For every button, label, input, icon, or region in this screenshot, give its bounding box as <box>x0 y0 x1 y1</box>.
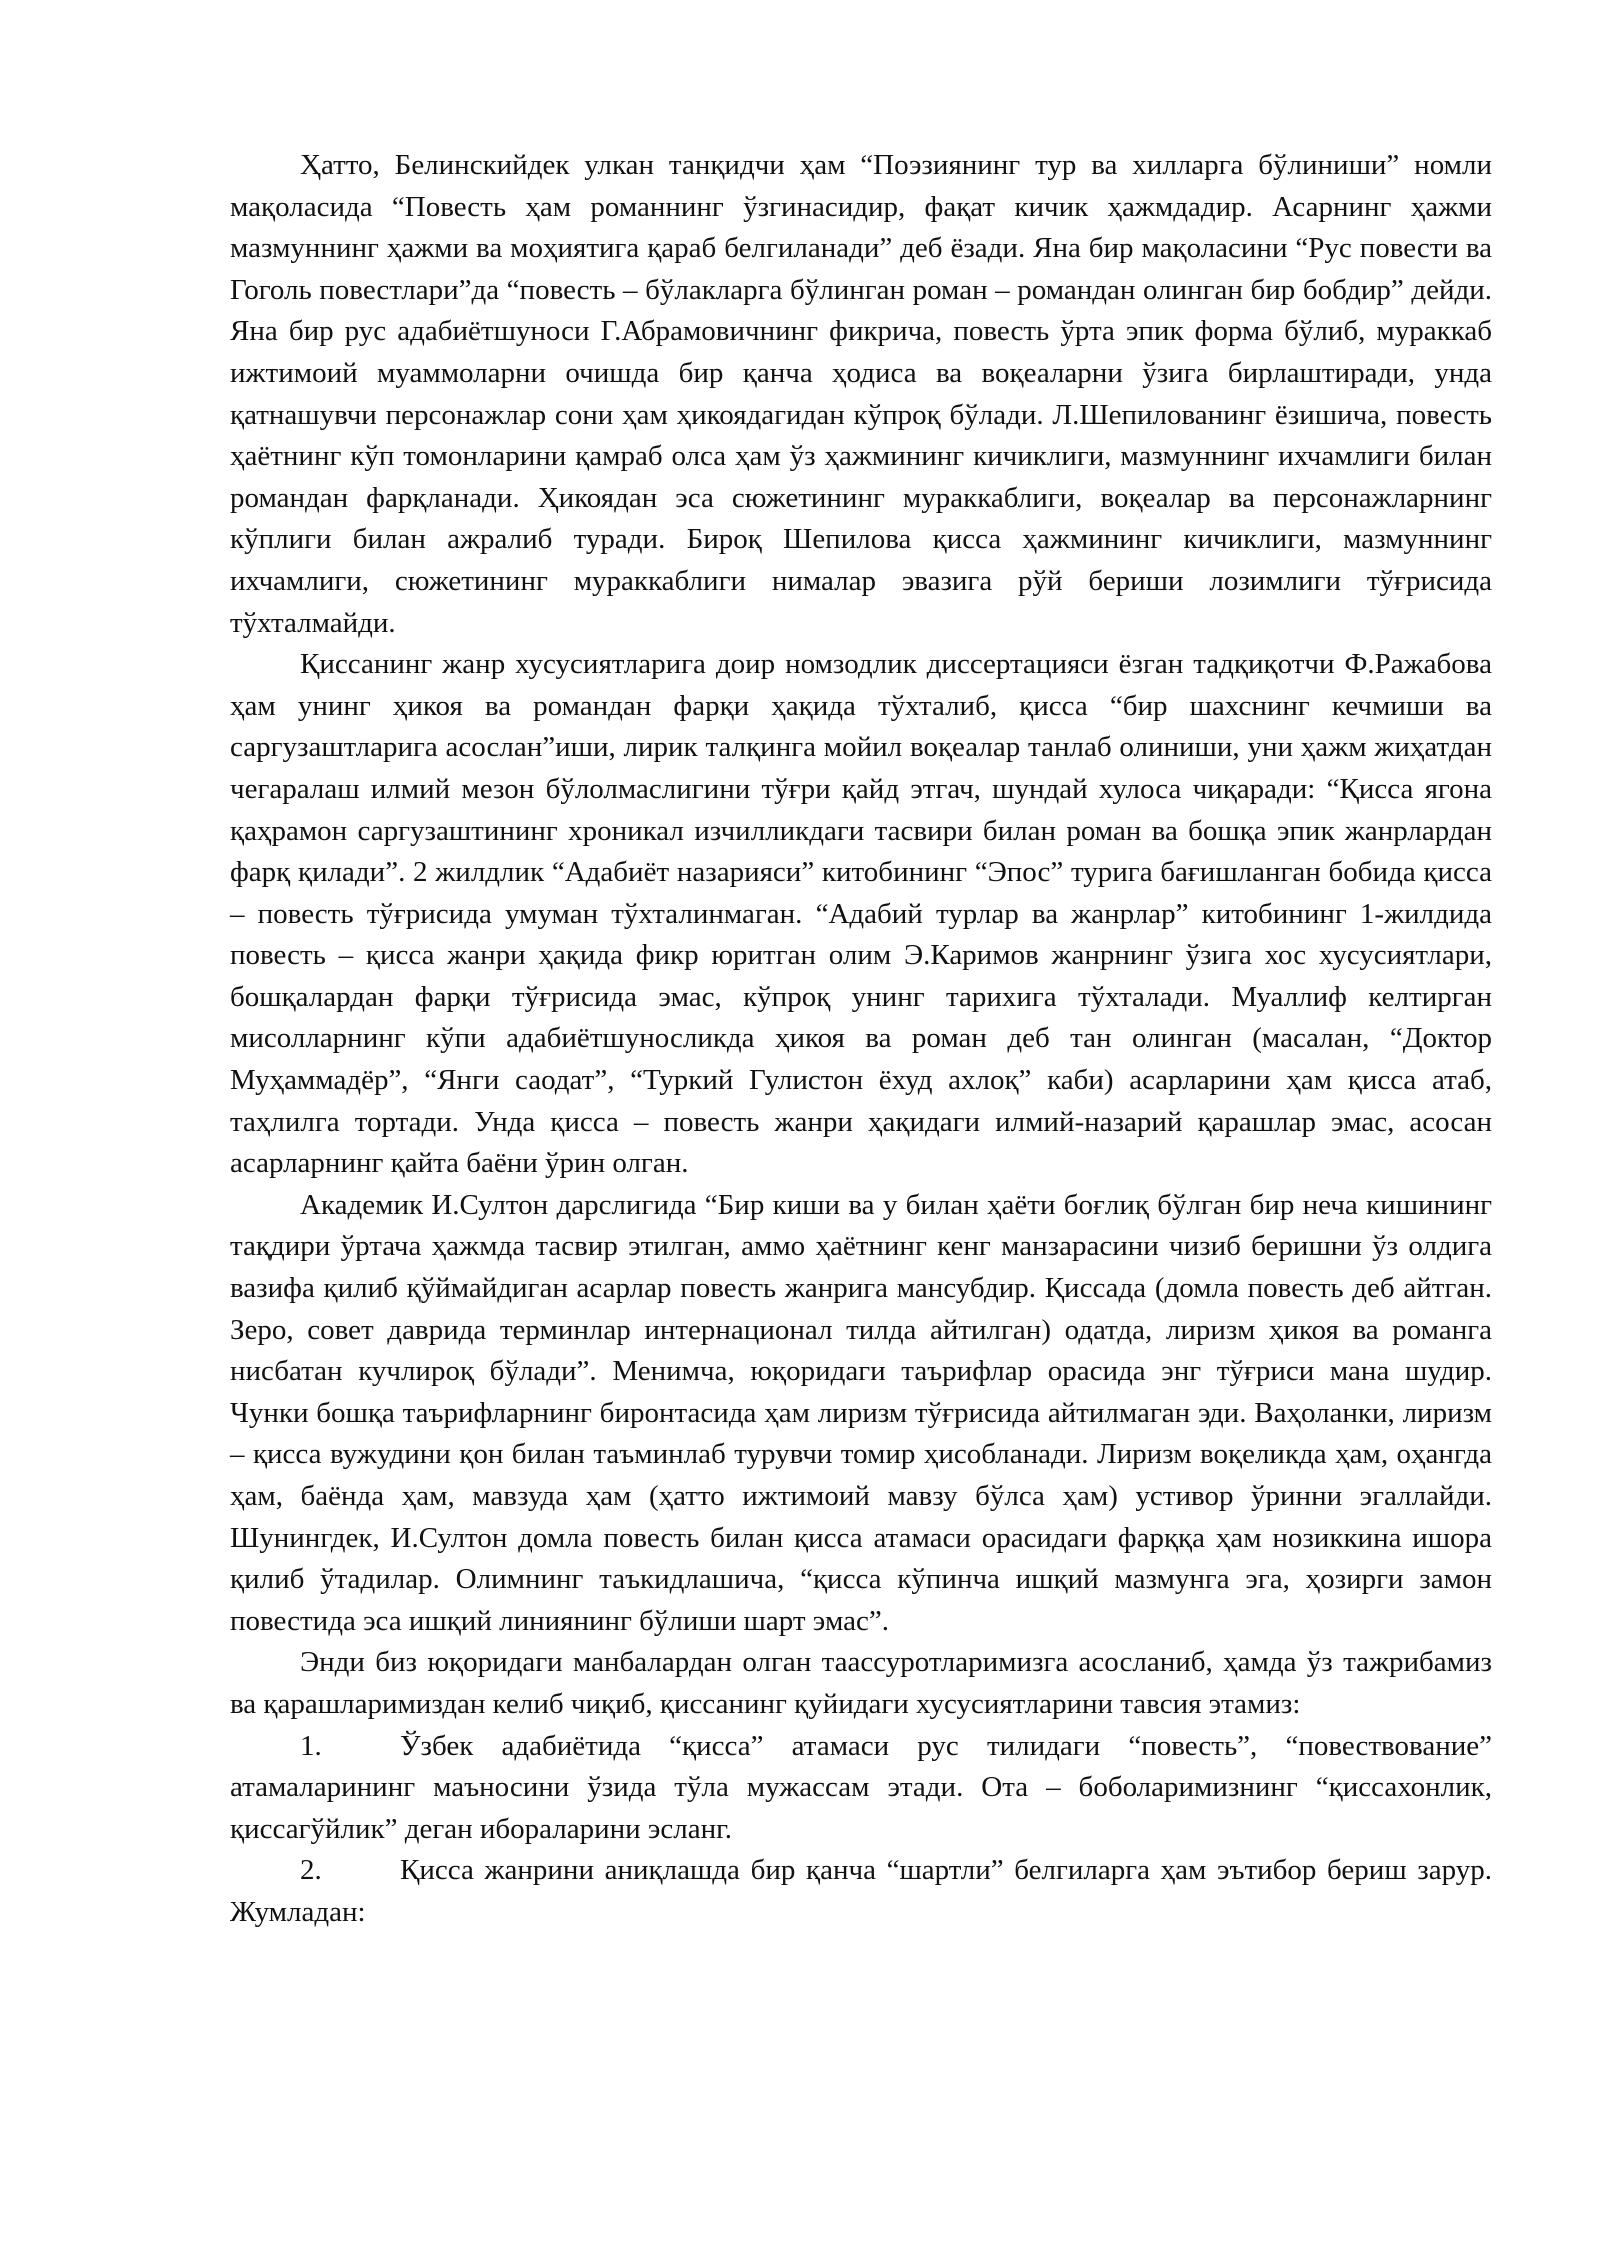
list-item-number: 1. <box>300 1729 322 1762</box>
paragraph-rajabova: Қиссанинг жанр хусусиятларига доир номзодлик диссертацияси ёзган тадқиқотчи Ф.Ражабова ҳам унинг ҳикоя ва романдан фарқи ҳақида тўхталиб, қисса “бир шахснинг кечмиши ва саргузаштларига асослан”иши, лирик талқинга мойил воқеалар танлаб олиниши, уни ҳажм жиҳатдан чегаралаш илмий мезон бўлолмаслигини тўғри қайд этгач, шундай хулоса чиқаради: “Қисса ягона қаҳрамон саргузаштининг хроникал изчилликдаги тасвири билан роман ва бошқа эпик жанрлардан фарқ қилади”. 2 жилдлик “Адабиёт назарияси” китобининг “Эпос” турига бағишланган бобида қисса – повесть тўғрисида умуман тўхталинмаган. “Адабий турлар ва жанрлар” китобининг 1-жилдида повесть – қисса жанри ҳақида фикр юритган олим Э.Каримов жанрнинг ўзига хос хусусиятлари, бошқалардан фарқи тўғрисида эмас, кўпроқ унинг тарихига тўхталади. Муаллиф келтирган мисолларнинг кўпи адабиётшуносликда ҳикоя ва роман деб тан олинган (масалан, “Доктор Муҳаммадёр”, “Янги саодат”, “Туркий Гулистон ёхуд ахлоқ” каби) асарларини ҳам қисса атаб, таҳлилга тортади. Унда қисса – повесть жанри ҳақидаги илмий-назарий қарашлар эмас, асосан асарларнинг қайта баёни ўрин олган. <box>230 648 1492 1180</box>
paragraph-belinsky: Ҳатто, Белинскийдек улкан танқидчи ҳам “Поэзиянинг тур ва хилларга бўлиниши” номли мақоласида “Повесть ҳам романнинг ўзгинасидир, фақат кичик ҳажмдадир. Асарнинг ҳажми мазмуннинг ҳажми ва моҳиятига қараб белгиланади” деб ёзади. Яна бир мақоласини “Рус повести ва Гоголь повестлари”да “повесть – бўлакларга бўлинган роман – романдан олинган бир бобдир” дейди. Яна бир рус адабиётшуноси Г.Абрамовичнинг фикрича, повесть ўрта эпик форма бўлиб, мураккаб ижтимоий муаммоларни очишда бир қанча ҳодиса ва воқеаларни ўзига бирлаштиради, унда қатнашувчи персонажлар сони ҳам ҳикоядагидан кўпроқ бўлади. Л.Шепилованинг ёзишича, повесть ҳаётнинг кўп томонларини қамраб олса ҳам ўз ҳажмининг кичиклиги, мазмуннинг ихчамлиги билан романдан фарқланади. Ҳикоядан эса сюжетининг мураккаблиги, воқеалар ва персонажларнинг кўплиги билан ажралиб туради. Бироқ Шепилова қисса ҳажмининг кичиклиги, мазмуннинг ихчамлиги, сюжетининг мураккаблиги нималар эвазига рўй бериши лозимлиги тўғрисида тўхталмайди. <box>230 149 1492 639</box>
list-item-number: 2. <box>300 1854 322 1887</box>
list-item-text: Қисса жанрини аниқлашда бир қанча “шартли” белгиларга ҳам эътибор бериш зарур. Жумладан: <box>230 1854 1492 1928</box>
list-item <box>230 1726 1492 1851</box>
document-page <box>230 145 1492 1934</box>
list-item-text: Ўзбек адабиётида “қисса” атамаси рус тилидаги “повесть”, “повествование” атамаларининг маъносини ўзида тўла мужассам этади. Ота – боболаримизнинг “қиссахонлик, қиссагўйлик” деган ибораларини эсланг. <box>230 1729 1492 1845</box>
paragraph-intro-list: Энди биз юқоридаги манбалардан олган таассуротларимизга асосланиб, ҳамда ўз тажрибамиз ва қарашларимиздан келиб чиқиб, қиссанинг қуйидаги хусусиятларини тавсия этамиз: <box>230 1646 1492 1720</box>
paragraph-sulton: Академик И.Султон дарслигида “Бир киши ва у билан ҳаёти боғлиқ бўлган бир неча кишининг тақдири ўртача ҳажмда тасвир этилган, аммо ҳаётнинг кенг манзарасини чизиб беришни ўз олдига вазифа қилиб қўймайдиган асарлар повесть жанрига мансубдир. Қиссада (домла повесть деб айтган. Зеро, совет даврида терминлар интернационал тилда айтилган) одатда, лиризм ҳикоя ва романга нисбатан кучлироқ бўлади”. Менимча, юқоридаги таърифлар орасида энг тўғриси мана шудир. Чунки бошқа таърифларнинг биронтасида ҳам лиризм тўғрисида айтилмаган эди. Ваҳоланки, лиризм – қисса вужудини қон билан таъминлаб турувчи томир ҳисобланади. Лиризм воқеликда ҳам, оҳангда ҳам, баёнда ҳам, мавзуда ҳам (ҳатто ижтимоий мавзу бўлса ҳам) устивор ўринни эгаллайди. Шунингдек, И.Султон домла повесть билан қисса атамаси орасидаги фарққа ҳам нозиккина ишора қилиб ўтадилар. Олимнинг таъкидлашича, “қисса кўпинча ишқий мазмунга эга, ҳозирги замон повестида эса ишқий линиянинг бўлиши шарт эмас”. <box>230 1188 1492 1637</box>
list-item <box>230 1850 1492 1933</box>
